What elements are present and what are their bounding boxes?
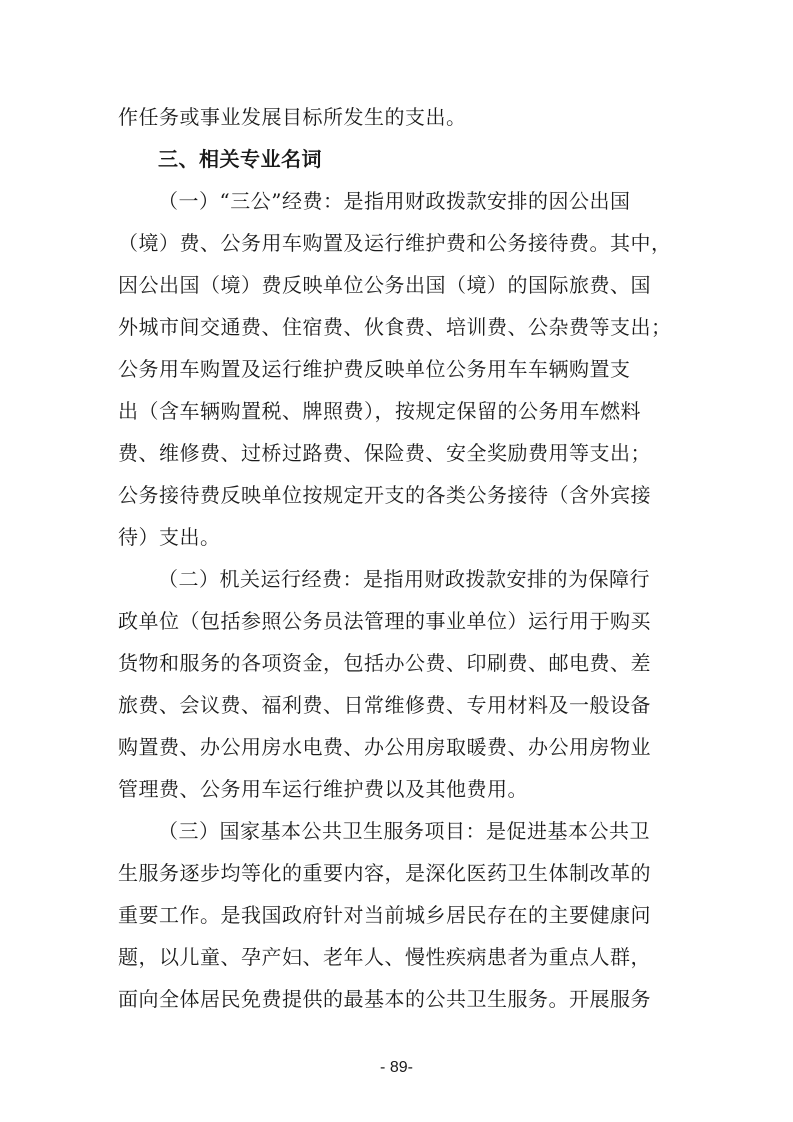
body-text-line: 政单位（包括参照公务员法管理的事业单位）运行用于购买 [118,609,651,633]
section-heading: 三、相关专业名词 [158,147,322,171]
body-text-line: 公务接待费反映单位按规定开支的各类公务接待（含外宾接 [118,483,651,507]
body-text-line: 购置费、办公用房水电费、办公用房取暖费、办公用房物业 [118,735,651,759]
body-text-line: 费、维修费、过桥过路费、保险费、安全奖励费用等支出； [118,441,651,465]
body-text-line: 旅费、会议费、福利费、日常维修费、专用材料及一般设备 [118,693,651,717]
body-text-line: 外城市间交通费、住宿费、伙食费、培训费、公杂费等支出； [118,315,672,339]
paragraph-start-operating-costs: （二）机关运行经费：是指用财政拨款安排的为保障行 [158,567,650,591]
body-text-line: （境）费、公务用车购置及运行维护费和公务接待费。其中， [118,231,672,255]
body-text-line: 作任务或事业发展目标所发生的支出。 [118,105,467,129]
body-text-line: 重要工作。是我国政府针对当前城乡居民存在的主要健康问 [118,903,651,927]
body-text-line: 题，以儿童、孕产妇、老年人、慢性疾病患者为重点人群， [118,945,651,969]
body-text-line: 面向全体居民免费提供的最基本的公共卫生服务。开展服务 [118,987,651,1011]
body-text-line: 待）支出。 [118,525,221,549]
page-number: - 89- [380,1059,413,1076]
body-text-line: 因公出国（境）费反映单位公务出国（境）的国际旅费、国 [118,273,651,297]
body-text-line: 管理费、公务用车运行维护费以及其他费用。 [118,777,528,801]
body-text-line: 生服务逐步均等化的重要内容，是深化医药卫生体制改革的 [118,861,651,885]
paragraph-start-public-health: （三）国家基本公共卫生服务项目：是促进基本公共卫 [158,819,650,843]
paragraph-start-sangong: （一）“三公”经费：是指用财政拨款安排的因公出国 [158,189,631,213]
body-text-line: 公务用车购置及运行维护费反映单位公务用车车辆购置支 [118,357,631,381]
body-text-line: 出（含车辆购置税、牌照费），按规定保留的公务用车燃料 [118,399,641,423]
body-text-line: 货物和服务的各项资金，包括办公费、印刷费、邮电费、差 [118,651,651,675]
